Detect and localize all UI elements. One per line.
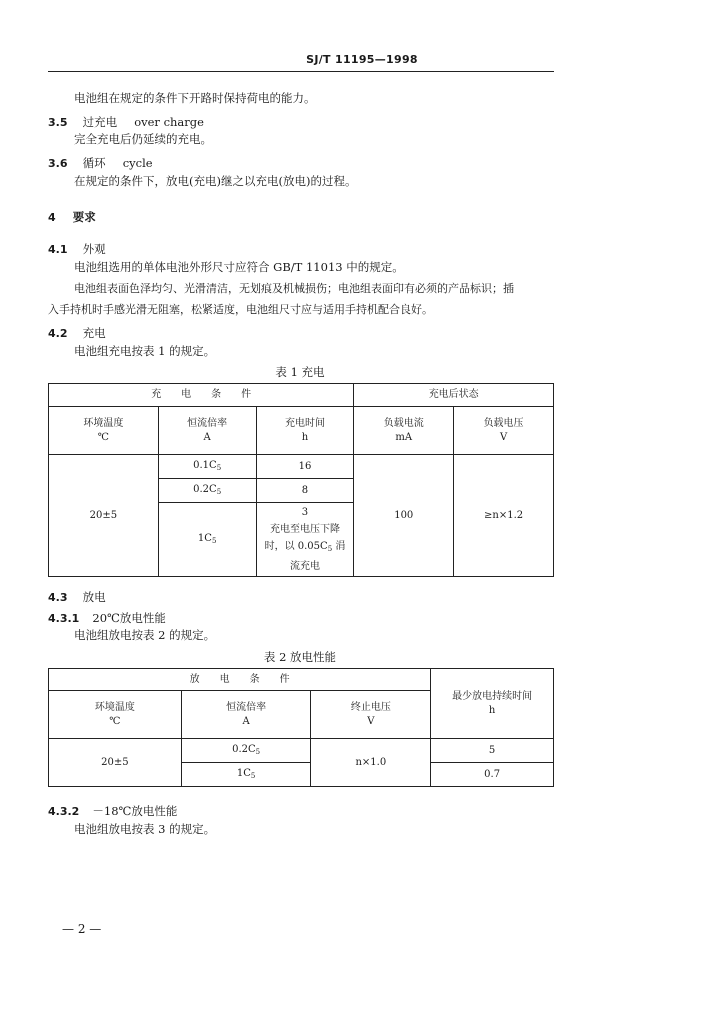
- section-3-5-heading: [48, 111, 204, 130]
- table-header-cell: 充电时间 h: [256, 407, 354, 455]
- section-4-3-heading: [48, 586, 106, 605]
- table-cell: 20±5: [49, 739, 182, 787]
- table-header-cell: 环境温度 ℃: [49, 691, 182, 739]
- section-number: 4.2: [48, 327, 68, 340]
- table-cell: ≥n×1.2: [454, 455, 554, 577]
- section-3-6-body: 在规定的条件下，放电(充电)继之以充电(放电)的过程。: [74, 174, 357, 188]
- table-header-cell: 恒流倍率 A: [158, 407, 256, 455]
- table-header-cell: 负载电压 V: [454, 407, 554, 455]
- page-number: — 2 —: [62, 922, 102, 936]
- table-2-caption: 表 2 放电性能: [263, 650, 337, 664]
- section-3-6-heading: [48, 152, 153, 171]
- section-title: 放电: [82, 590, 106, 604]
- table-header-group: 放 电 条 件: [49, 669, 431, 691]
- table-cell: $0.1C_5$: [158, 455, 256, 479]
- section-title: 循环: [82, 156, 106, 170]
- section-4-1-paragraph-1: 电池组选用的单体电池外形尺寸应符合 GB/T 11013 中的规定。: [74, 260, 404, 274]
- section-4-1-heading: [48, 238, 106, 257]
- table-cell: 5: [431, 739, 554, 763]
- table-cell: $1C_5$: [158, 503, 256, 577]
- section-4-1-paragraph-2a: 电池组表面色泽均匀、光滑清洁，无划痕及机械损伤；电池组表面印有必须的产品标识；插: [74, 282, 514, 295]
- table-header-group: 充电后状态: [354, 384, 554, 407]
- table-cell: 8: [256, 479, 354, 503]
- section-title: 20℃放电性能: [92, 611, 166, 625]
- table-header-cell: 终止电压 V: [311, 691, 431, 739]
- table-2: [48, 668, 554, 787]
- section-number: 3.6: [48, 157, 68, 170]
- section-number: 4.3.1: [48, 612, 80, 625]
- table-header-cell: 负载电流 mA: [354, 407, 454, 455]
- section-3-5-body: 完全充电后仍延续的充电。: [74, 132, 212, 146]
- section-4-3-2-body: 电池组放电按表 3 的规定。: [74, 822, 216, 836]
- table-cell: $1C_5$: [181, 763, 311, 787]
- table-cell: 0.7: [431, 763, 554, 787]
- table-header-cell: 恒流倍率 A: [181, 691, 311, 739]
- table-cell: $0.2C_5$: [158, 479, 256, 503]
- section-4-3-1-heading: [48, 607, 166, 626]
- section-4-3-1-body: 电池组放电按表 2 的规定。: [74, 628, 216, 642]
- section-number: 3.5: [48, 116, 68, 129]
- header-rule: [48, 71, 554, 72]
- table-1: [48, 383, 554, 577]
- section-number: 4.1: [48, 243, 68, 256]
- page-header: SJ/T 11195—1998: [306, 53, 418, 66]
- section-number: 4.3.2: [48, 805, 80, 818]
- section-title: 充电: [82, 326, 106, 340]
- table-1-caption: 表 1 充电: [275, 365, 325, 379]
- section-title: －18℃放电性能: [92, 804, 178, 818]
- section-title: 过充电: [82, 115, 118, 129]
- table-cell: 20±5: [49, 455, 159, 577]
- section-number: 4: [48, 211, 56, 224]
- table-cell: n×1.0: [311, 739, 431, 787]
- section-4-1-paragraph-2b: 入手持机时手感光滑无阻塞，松紧适度，电池组尺寸应与适用手持机配合良好。: [48, 303, 433, 316]
- section-4-2-body: 电池组充电按表 1 的规定。: [74, 344, 216, 358]
- section-english-term: cycle: [122, 156, 153, 170]
- section-number: 4.3: [48, 591, 68, 604]
- section-title: 要求: [72, 210, 96, 224]
- section-title: 外观: [82, 242, 106, 256]
- table-cell: 3 充电至电压下降 时，以 $0.05C_5$ 涓 流充电: [256, 503, 354, 577]
- section-4-heading: [48, 206, 96, 225]
- table-header-cell: 最少放电持续时间 h: [431, 669, 554, 739]
- intro-line: 电池组在规定的条件下开路时保持荷电的能力。: [74, 91, 316, 105]
- section-4-2-heading: [48, 322, 106, 341]
- table-cell: 100: [354, 455, 454, 577]
- table-header-cell: 环境温度 ℃: [49, 407, 159, 455]
- table-header-group: 充 电 条 件: [49, 384, 354, 407]
- section-english-term: over charge: [134, 115, 204, 129]
- table-cell: $0.2C_5$: [181, 739, 311, 763]
- table-cell: 16: [256, 455, 354, 479]
- section-4-3-2-heading: [48, 800, 177, 819]
